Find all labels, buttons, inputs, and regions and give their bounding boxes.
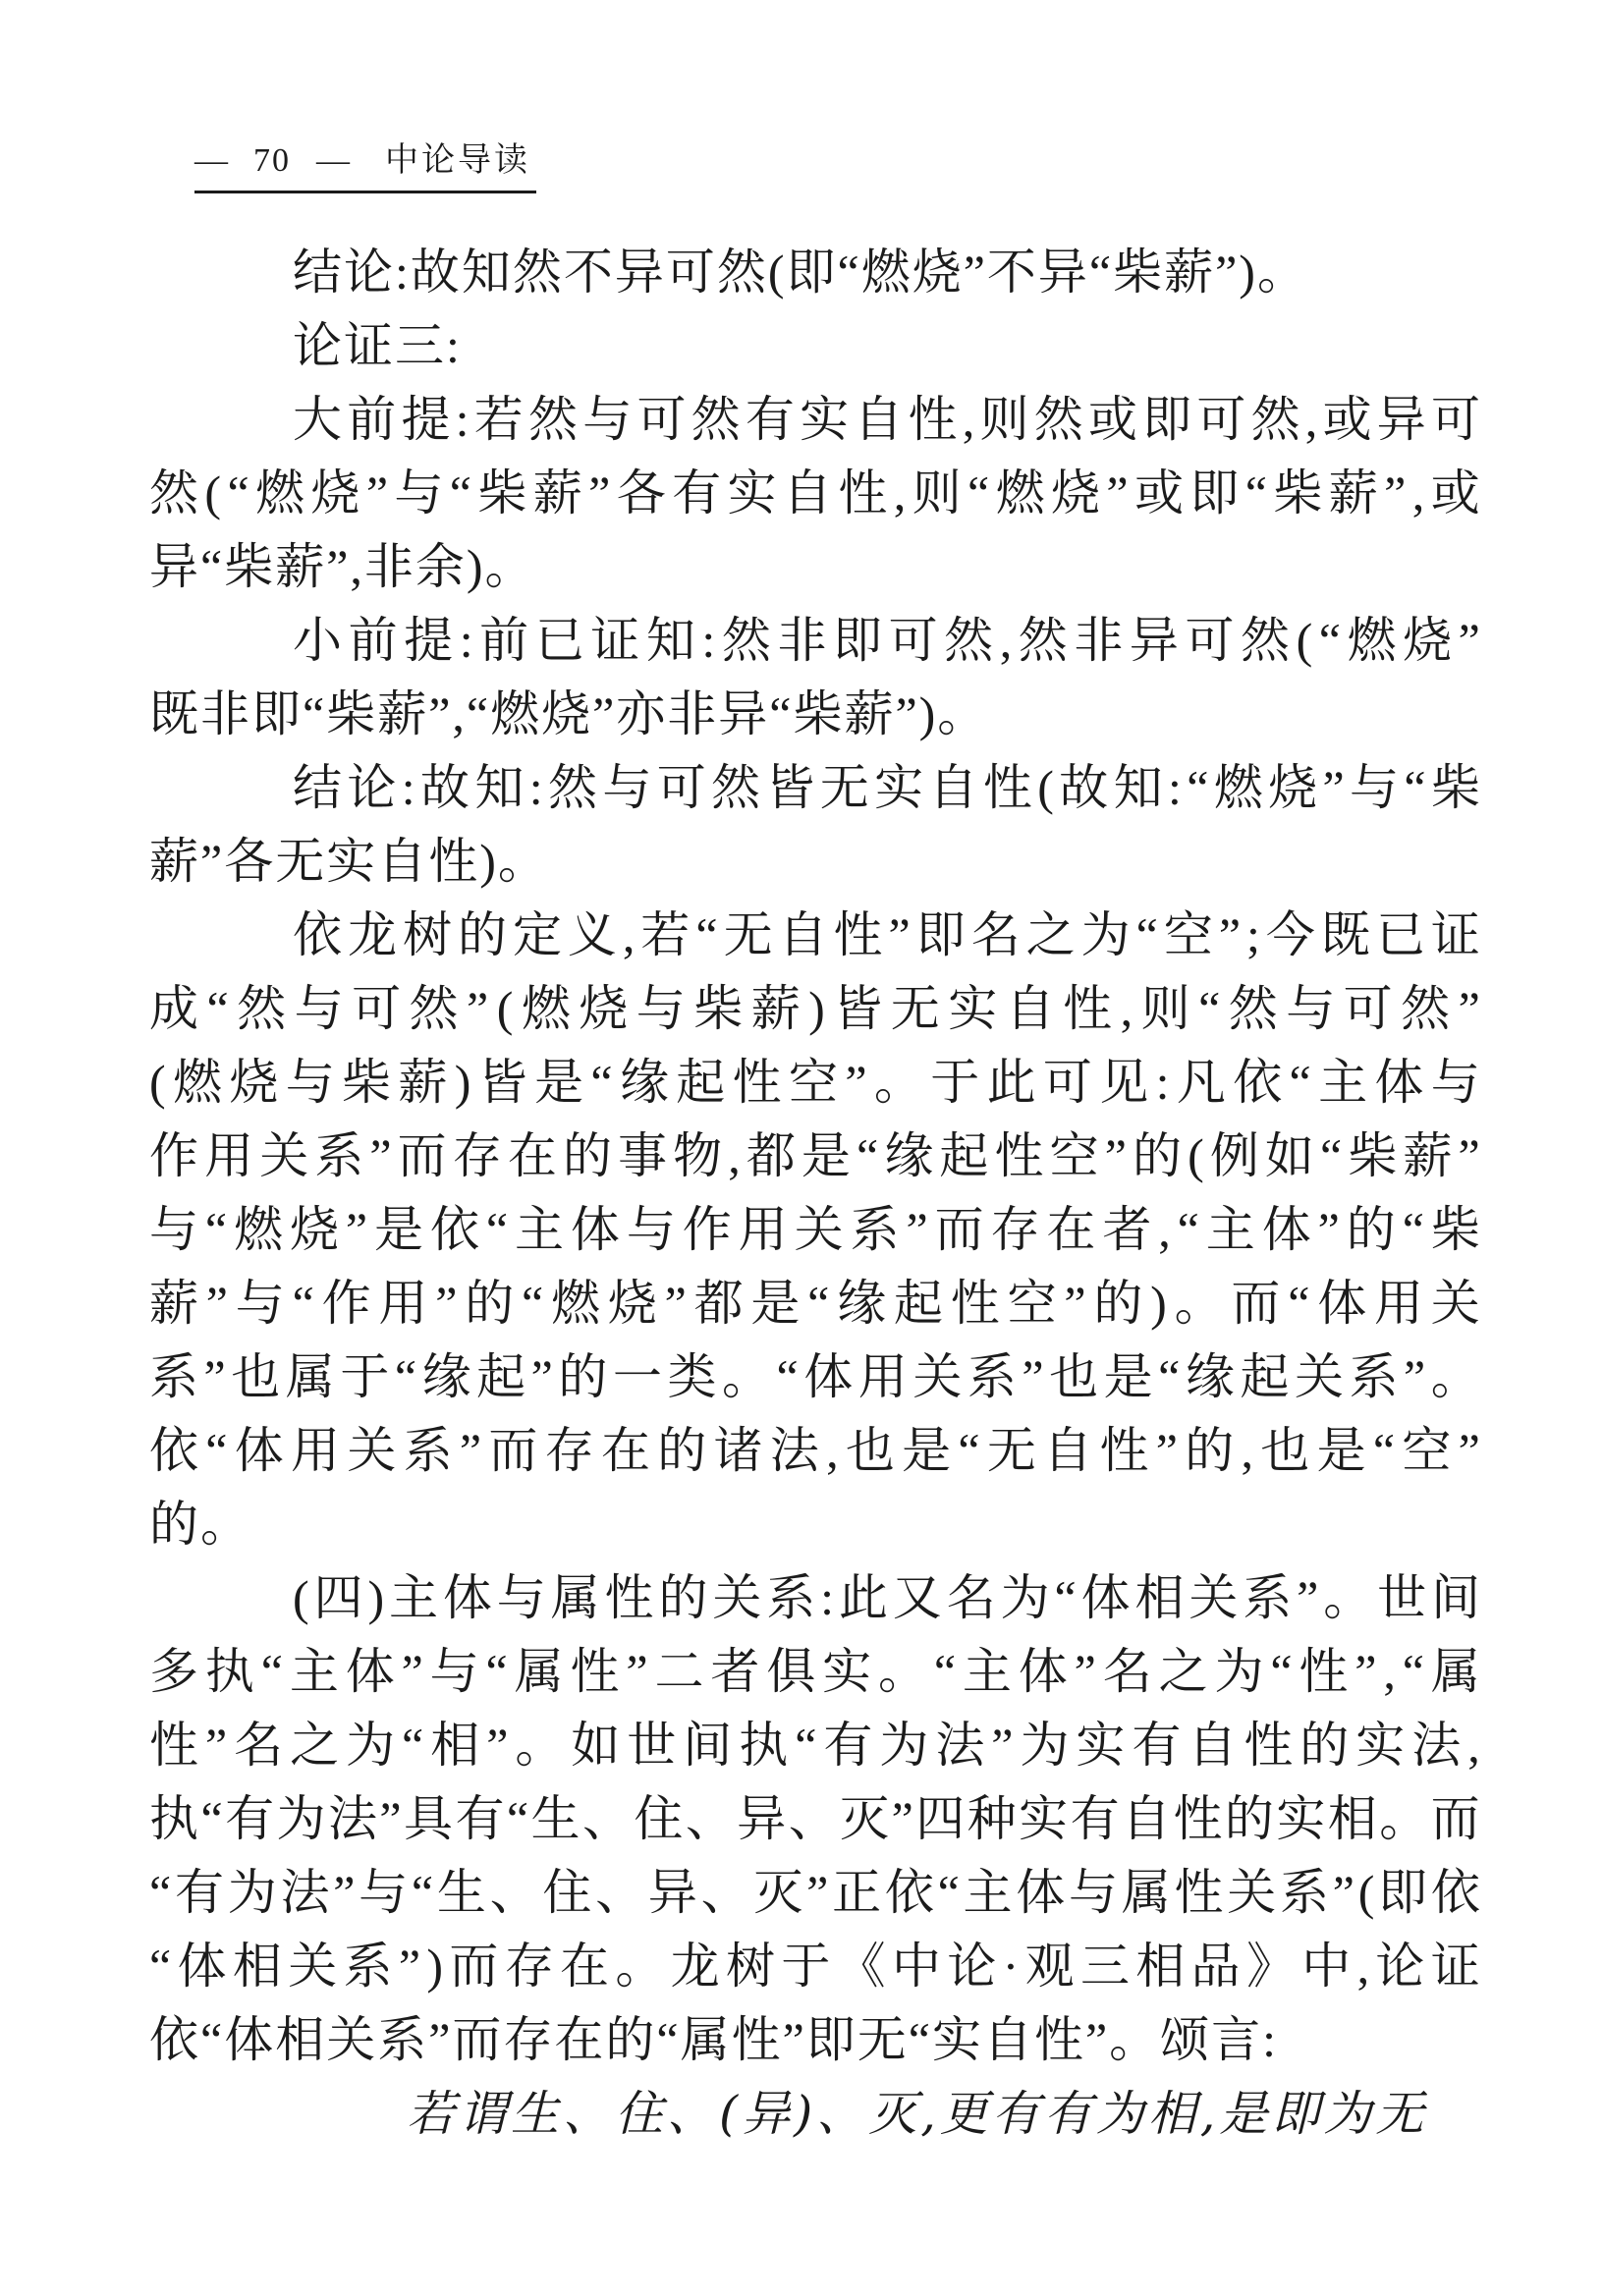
text-line: 作 用 关 系 ” 而 存 在 的 事 物 , 都 是 “ 缘 起 性 空 ” 的 ( 例 如 “ 柴 薪 ” (149, 1128, 1480, 1183)
text-line: 依“体相关系”而存在的“属性”即无“实自性”。颂言: (149, 2012, 1279, 2067)
text-line: 薪 ” 与 “ 作 用 ” 的 “ 燃 烧 ” 都 是 “ 缘 起 性 空 ” 的 ) 。 而 “ 体 用 关 (149, 1276, 1480, 1331)
header-dash-right: — (316, 142, 350, 179)
text-line: ( 燃 烧 与 柴 薪 ) 皆 是 “ 缘 起 性 空 ” 。 于 此 可 见 : 凡 依 “ 主 体 与 (149, 1055, 1480, 1110)
page-number: 70 (253, 142, 291, 179)
text-line: 成 “ 然 与 可 然 ” ( 燃 烧 与 柴 薪 ) 皆 无 实 自 性 , 则 “ 然 与 可 然 ” (149, 981, 1480, 1036)
text-line: ( 四 ) 主 体 与 属 性 的 关 系 : 此 又 名 为 “ 体 相 关 系 ” 。 世 间 (293, 1570, 1480, 1625)
text-line: 小 前 提 : 前 已 证 知 : 然 非 即 可 然 , 然 非 异 可 然 ( “ 燃 烧 ” (293, 613, 1480, 668)
text-line: “ 有 为 法 ” 与 “ 生 、 住 、 异 、 灭 ” 正 依 “ 主 体 与 属 性 关 系 ” ( 即 依 (149, 1865, 1480, 1920)
text-line: 结论:故知然不异可然(即“燃烧”不异“柴薪”)。 (293, 245, 1308, 300)
text-line: 论证三: (293, 318, 462, 373)
text-line: 依 “ 体 用 关 系 ” 而 存 在 的 诸 法 , 也 是 “ 无 自 性 ” 的 , 也 是 “ 空 ” (149, 1423, 1480, 1478)
text-line: 若谓生、住、(异)、灭,更有有为相,是即为无 (407, 2086, 1428, 2142)
text-line: 多 执 “ 主 体 ” 与 “ 属 性 ” 二 者 俱 实 。 “ 主 体 ” 名 之 为 “ 性 ” , “ 属 (149, 1644, 1480, 1699)
header-dash-left: — (194, 142, 228, 179)
text-line: 大 前 提 : 若 然 与 可 然 有 实 自 性 , 则 然 或 即 可 然 , 或 异 可 (293, 392, 1480, 447)
text-line: 执 “ 有 为 法 ” 具 有 “ 生 、 住 、 异 、 灭 ” 四 种 实 有 自 性 的 实 相 。 而 (149, 1791, 1480, 1846)
text-line: 异“柴薪”,非余)。 (149, 539, 536, 594)
running-head (194, 141, 536, 193)
text-line: 性 ” 名 之 为 “ 相 ” 。 如 世 间 执 “ 有 为 法 ” 为 实 有 自 性 的 实 法 , (149, 1718, 1480, 1773)
body-lines (149, 236, 1480, 2151)
text-line: 依 龙 树 的 定 义 , 若 “ 无 自 性 ” 即 名 之 为 “ 空 ” ; 今 既 已 证 (293, 907, 1480, 962)
text-line: 结 论 : 故 知 : 然 与 可 然 皆 无 实 自 性 ( 故 知 : “ 燃 烧 ” 与 “ 柴 (293, 760, 1480, 815)
text-line: 的。 (149, 1497, 251, 1552)
text-line: 薪”各无实自性)。 (149, 834, 549, 889)
text-line: “ 体 相 关 系 ” ) 而 存 在 。 龙 树 于 《 中 论 · 观 三 相 品 》 中 , 论 证 (149, 1939, 1480, 1994)
text-line: 然 ( “ 燃 烧 ” 与 “ 柴 薪 ” 各 有 实 自 性 , 则 “ 燃 烧 ” 或 即 “ 柴 薪 ” , 或 (149, 465, 1480, 520)
text-line: 系 ” 也 属 于 “ 缘 起 ” 的 一 类 。 “ 体 用 关 系 ” 也 是 “ 缘 起 关 系 ” 。 (149, 1349, 1480, 1404)
text-line: 与 “ 燃 烧 ” 是 依 “ 主 体 与 作 用 关 系 ” 而 存 在 者 , “ 主 体 ” 的 “ 柴 (149, 1202, 1480, 1257)
book-title: 中论导读 (385, 142, 530, 179)
text-line: 既非即“柴薪”,“燃烧”亦非异“柴薪”)。 (149, 686, 989, 741)
